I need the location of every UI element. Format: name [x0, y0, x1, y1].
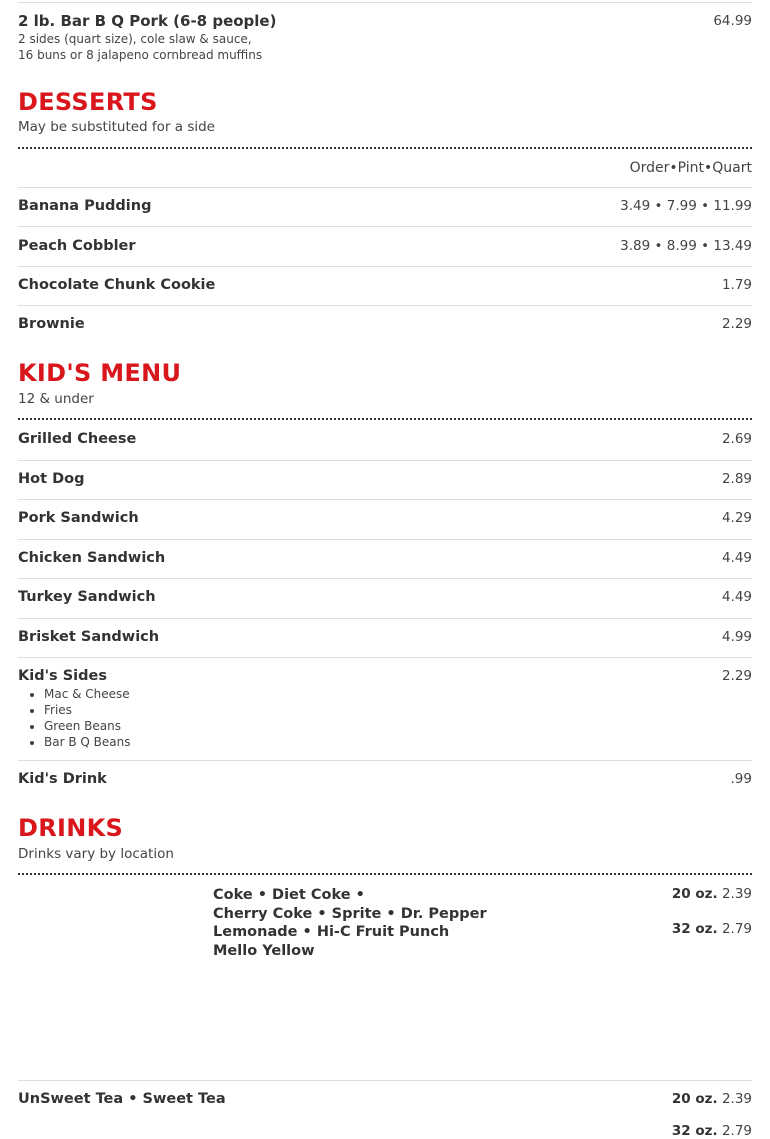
- desserts-dotted-divider: [18, 147, 752, 149]
- kids-side-option: • Mac & Cheese: [44, 686, 130, 702]
- divider: [18, 460, 752, 461]
- dessert-name-cookie: Chocolate Chunk Cookie: [18, 277, 216, 293]
- kids-price-hot-dog: 2.89: [721, 471, 752, 487]
- fountain-size-price-20oz: [672, 886, 752, 902]
- divider: [18, 657, 752, 658]
- dessert-name-banana-pudding: Banana Pudding: [18, 198, 152, 214]
- divider: [18, 305, 752, 306]
- kids-sides-list: [26, 686, 130, 750]
- kids-sides-price: 2.29: [721, 668, 752, 684]
- kids-name-chicken-sandwich: Chicken Sandwich: [18, 550, 166, 566]
- divider: [18, 760, 752, 761]
- catering-item-desc-2: 16 buns or 8 jalapeno cornbread muffins: [18, 48, 263, 62]
- size-price: 2.39: [721, 1091, 752, 1107]
- catering-item-desc-1: 2 sides (quart size), cole slaw & sauce,: [18, 32, 252, 46]
- divider: [18, 1080, 752, 1081]
- drinks-heading: DRINKS: [18, 814, 124, 842]
- fountain-drinks-list: [213, 886, 487, 960]
- size-label: 20 oz.: [671, 886, 718, 902]
- divider: [18, 266, 752, 267]
- divider: [18, 539, 752, 540]
- kids-side-option: • Green Beans: [44, 718, 130, 734]
- desserts-size-header: Order•Pint•Quart: [629, 160, 752, 176]
- divider: [18, 2, 752, 3]
- size-price: 2.79: [721, 1123, 752, 1139]
- desserts-subtitle: May be substituted for a side: [18, 119, 215, 135]
- dessert-price-banana-pudding: 3.49 • 7.99 • 11.99: [620, 198, 752, 214]
- kids-price-brisket-sandwich: 4.99: [721, 629, 752, 645]
- kids-drink-price: .99: [730, 771, 752, 787]
- kids-price-chicken-sandwich: 4.49: [721, 550, 752, 566]
- dessert-name-peach-cobbler: Peach Cobbler: [18, 238, 136, 254]
- drinks-dotted-divider: [18, 873, 752, 875]
- fountain-size-price-32oz: [672, 921, 752, 937]
- kids-price-grilled-cheese: 2.69: [721, 431, 752, 447]
- kids-name-hot-dog: Hot Dog: [18, 471, 85, 487]
- kids-name-pork-sandwich: Pork Sandwich: [18, 510, 139, 526]
- divider: [18, 499, 752, 500]
- dessert-price-cookie: 1.79: [721, 277, 752, 293]
- kids-drink-name: Kid's Drink: [18, 771, 107, 787]
- size-label: 20 oz.: [671, 1091, 718, 1107]
- divider: [18, 187, 752, 188]
- dessert-price-peach-cobbler: 3.89 • 8.99 • 13.49: [620, 238, 752, 254]
- tea-size-price-20oz: [672, 1091, 752, 1107]
- size-price: 2.39: [721, 886, 752, 902]
- dessert-name-brownie: Brownie: [18, 316, 85, 332]
- kids-sides-name: Kid's Sides: [18, 668, 107, 684]
- fountain-drinks-line: Cherry Coke • Sprite • Dr. Pepper: [213, 905, 487, 922]
- kids-side-option: • Fries: [44, 702, 130, 718]
- tea-size-price-32oz: [672, 1123, 752, 1139]
- kids-name-grilled-cheese: Grilled Cheese: [18, 431, 137, 447]
- catering-item-name: 2 lb. Bar B Q Pork (6-8 people): [18, 12, 277, 30]
- size-label: 32 oz.: [671, 921, 718, 937]
- divider: [18, 578, 752, 579]
- kids-price-pork-sandwich: 4.29: [721, 510, 752, 526]
- kids-side-option: • Bar B Q Beans: [44, 734, 130, 750]
- fountain-drinks-line: Coke • Diet Coke •: [213, 887, 365, 903]
- size-price: 2.79: [721, 921, 752, 937]
- fountain-drinks-line: Mello Yellow: [213, 942, 315, 959]
- fountain-drinks-line: Lemonade • Hi-C Fruit Punch: [213, 924, 450, 940]
- kids-dotted-divider: [18, 418, 752, 420]
- divider: [18, 618, 752, 619]
- catering-item-price: 64.99: [713, 13, 752, 29]
- kids-menu-heading: KID'S MENU: [18, 359, 182, 387]
- kids-name-turkey-sandwich: Turkey Sandwich: [18, 589, 156, 605]
- divider: [18, 226, 752, 227]
- size-label: 32 oz.: [671, 1123, 718, 1139]
- tea-name: UnSweet Tea • Sweet Tea: [18, 1091, 226, 1107]
- kids-price-turkey-sandwich: 4.49: [721, 589, 752, 605]
- drinks-subtitle: Drinks vary by location: [18, 846, 174, 862]
- kids-menu-subtitle: 12 & under: [18, 391, 94, 407]
- kids-name-brisket-sandwich: Brisket Sandwich: [18, 629, 160, 645]
- desserts-heading: DESSERTS: [18, 88, 158, 116]
- dessert-price-brownie: 2.29: [721, 316, 752, 332]
